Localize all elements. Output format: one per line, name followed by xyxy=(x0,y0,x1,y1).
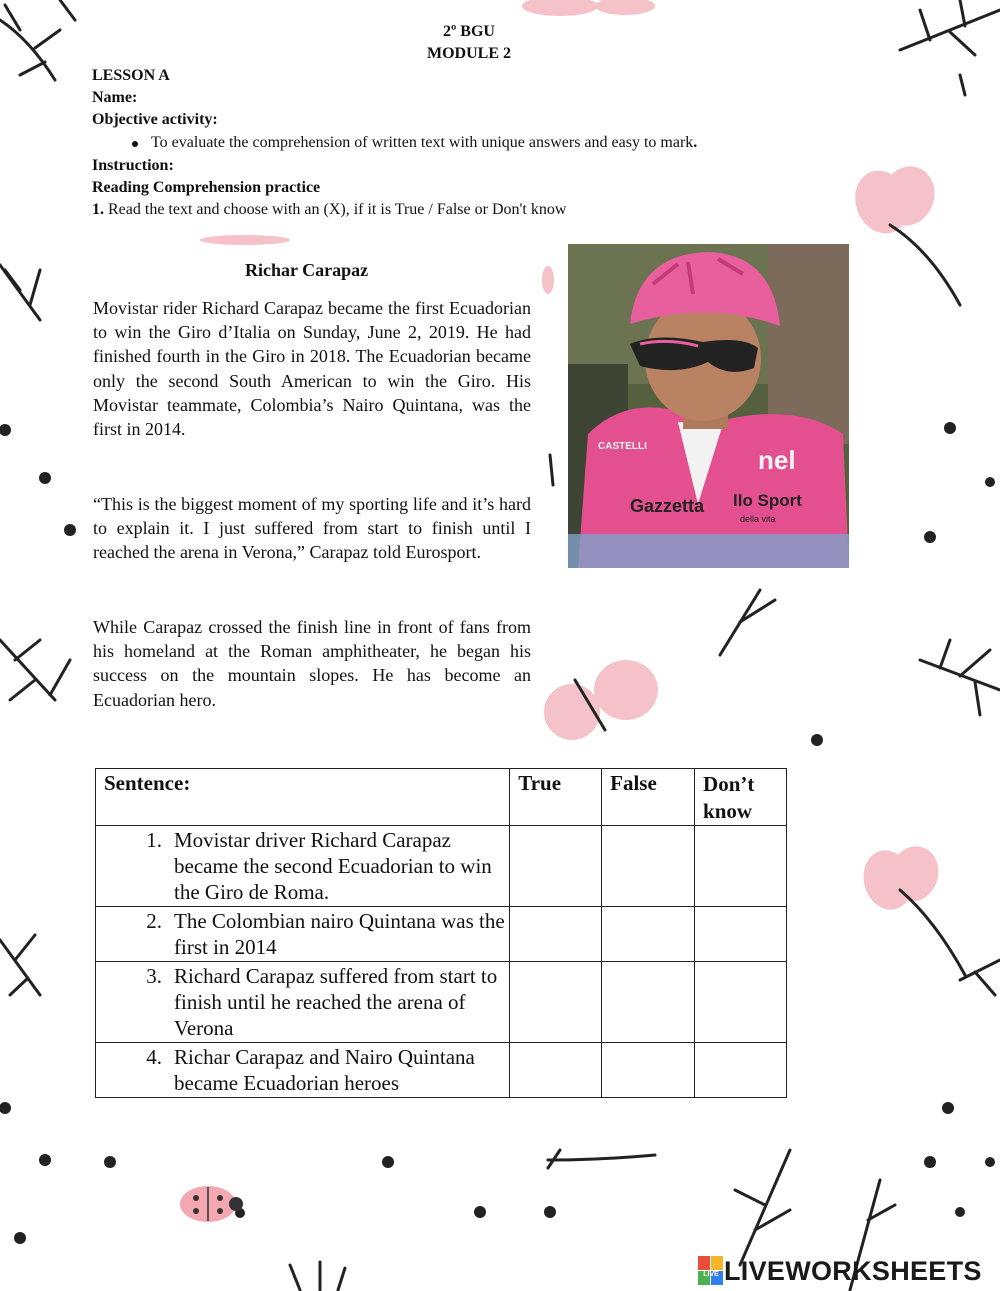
objective-period: . xyxy=(693,134,698,151)
row-sentence: Richard Carapaz suffered from start to finish until he reached the arena of Verona xyxy=(174,964,498,1040)
article-title: Richar Carapaz xyxy=(245,260,369,280)
article-paragraph-3: While Carapaz crossed the finish line in front of fans from his homeland at the Roman amphitheater, he began his success on the mountain slopes. He has become an Ecuadorian hero. xyxy=(93,617,531,710)
answer-cell-true[interactable] xyxy=(510,1043,602,1098)
logo-mark-text: LIVE xyxy=(703,1271,719,1278)
answer-cell-false[interactable] xyxy=(602,826,695,907)
module-heading: MODULE 2 xyxy=(427,45,511,62)
table-row xyxy=(96,1043,787,1098)
row-sentence: The Colombian nairo Quintana was the first in 2014 xyxy=(174,909,505,959)
row-sentence: Richar Carapaz and Nairo Quintana became Ecuadorian heroes xyxy=(174,1045,475,1095)
answer-cell-true[interactable] xyxy=(510,962,602,1043)
table-row xyxy=(96,826,787,907)
article-paragraph-2: “This is the biggest moment of my sporting life and it’s hard to explain it. I just suffered from start to finish until I reached the arena in Verona,” Carapaz told Eurosport. xyxy=(93,494,531,563)
row-number: 3. xyxy=(146,964,162,988)
jersey-text-vita: della vita xyxy=(740,514,776,524)
practice-title: Reading Comprehension practice xyxy=(92,179,321,196)
answer-cell-dont-know[interactable] xyxy=(695,962,787,1043)
answer-cell-dont-know[interactable] xyxy=(695,907,787,962)
table-row xyxy=(96,907,787,962)
jersey-text-nel: nel xyxy=(758,445,796,475)
task-number: 1. xyxy=(92,201,104,218)
jersey-text-sport: llo Sport xyxy=(733,491,802,510)
answer-cell-false[interactable] xyxy=(602,962,695,1043)
task-text: Read the text and choose with an (X), if it is True / False or Don't know xyxy=(104,201,567,218)
answer-cell-false[interactable] xyxy=(602,907,695,962)
row-number: 1. xyxy=(146,828,162,852)
cyclist-photo xyxy=(568,244,849,568)
liveworksheets-logo xyxy=(698,1253,982,1289)
header-true: True xyxy=(510,769,602,826)
task-instruction xyxy=(92,201,566,219)
answer-cell-false[interactable] xyxy=(602,1043,695,1098)
header-sentence: Sentence: xyxy=(96,769,510,826)
objective-text: To evaluate the comprehension of written text with unique answers and easy to mark xyxy=(151,134,694,151)
grade-heading: 2º BGU xyxy=(443,23,495,40)
header-dont-know: Don’t know xyxy=(695,769,787,826)
answer-cell-true[interactable] xyxy=(510,826,602,907)
bullet-icon xyxy=(132,141,138,147)
article-paragraph-1: Movistar rider Richard Carapaz became the first Ecuadorian to win the Giro d’Italia on Sunday, June 2, 2019. He had finished fourth in the Giro in 2018. The Ecuadorian became only the second South American to win the Giro. His Movistar teammate, Colombia’s Nairo Quintana, was the first in 2014. xyxy=(93,298,531,440)
answer-cell-dont-know[interactable] xyxy=(695,826,787,907)
jersey-text-castelli: CASTELLI xyxy=(598,441,647,452)
row-sentence: Movistar driver Richard Carapaz became the second Ecuadorian to win the Giro de Roma. xyxy=(174,828,492,904)
answer-cell-true[interactable] xyxy=(510,907,602,962)
row-number: 2. xyxy=(146,909,162,933)
answer-table xyxy=(95,768,787,1098)
brand-name: LIVEWORKSHEETS xyxy=(724,1255,982,1286)
table-row xyxy=(96,962,787,1043)
header-false: False xyxy=(602,769,695,826)
name-label: Name: xyxy=(92,89,138,106)
liveworksheets-mark-icon xyxy=(698,1256,724,1286)
instruction-label: Instruction: xyxy=(92,157,174,174)
table-header-row xyxy=(96,769,787,826)
lesson-label: LESSON A xyxy=(92,67,170,84)
row-number: 4. xyxy=(146,1045,162,1069)
objective-label: Objective activity: xyxy=(92,111,218,128)
jersey-text-gazzetta: Gazzetta xyxy=(630,496,705,516)
answer-cell-dont-know[interactable] xyxy=(695,1043,787,1098)
